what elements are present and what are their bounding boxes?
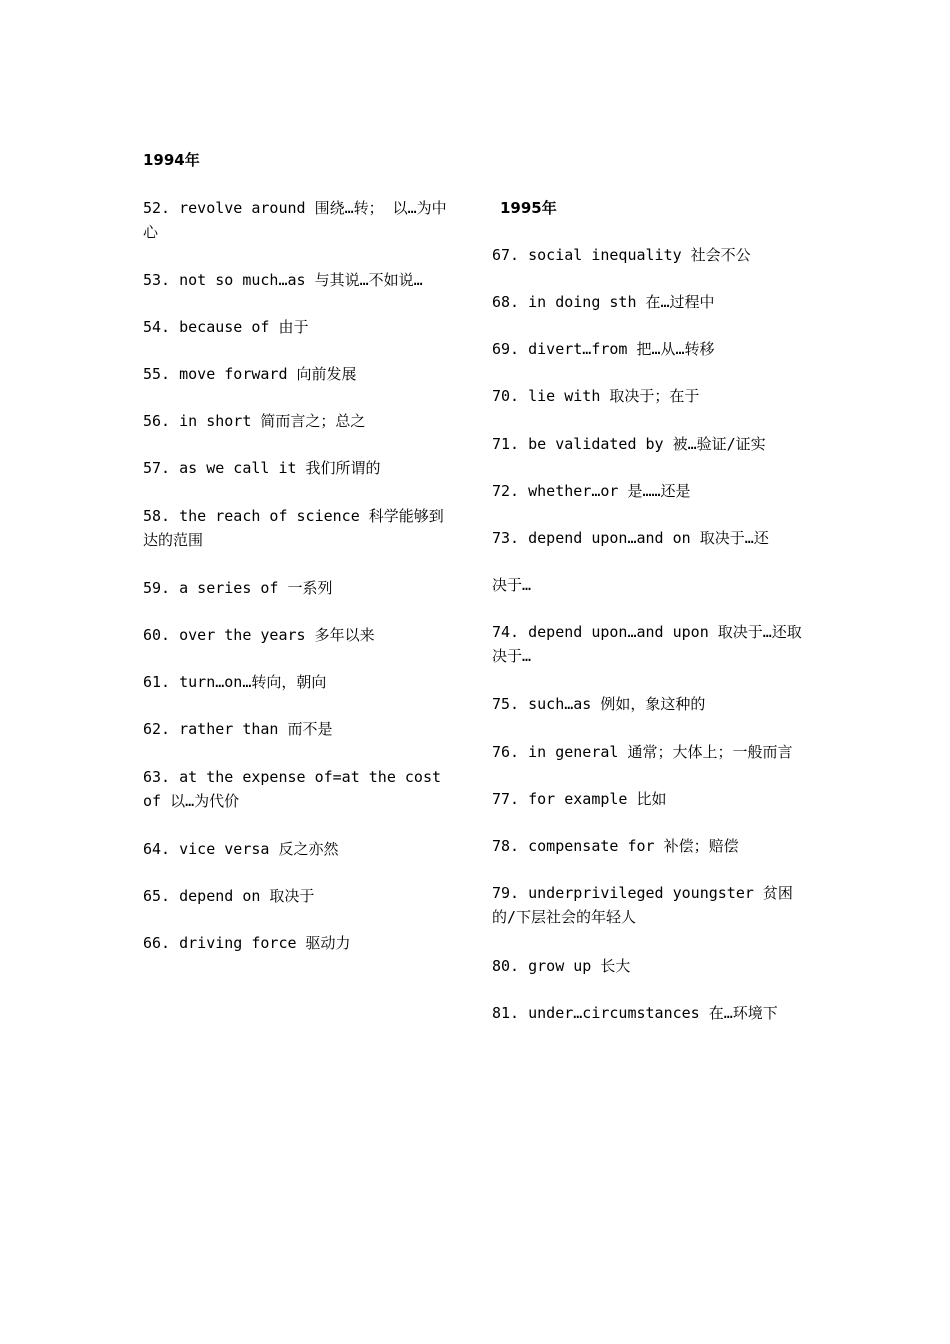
phrase-entry: 65. depend on 取决于 [143, 887, 315, 905]
phrase-entry: 68. in doing sth 在…过程中 [492, 293, 715, 311]
phrase-entry: 64. vice versa 反之亦然 [143, 840, 339, 858]
phrase-entry: 69. divert…from 把…从…转移 [492, 340, 715, 358]
phrase-entry: 75. such…as 例如，象这种的 [492, 695, 706, 713]
phrase-entry: 55. move forward 向前发展 [143, 365, 357, 383]
phrase-entry: 54. because of 由于 [143, 318, 309, 336]
phrase-entry: 76. in general 通常；大体上；一般而言 [492, 743, 793, 761]
phrase-entry: 72. whether…or 是……还是 [492, 482, 691, 500]
phrase-entry: 77. for example 比如 [492, 790, 667, 808]
phrase-entry: 78. compensate for 补偿；赔偿 [492, 837, 739, 855]
phrase-entry: 70. lie with 取决于；在于 [492, 387, 700, 405]
year-heading-1995: 1995年 [500, 199, 557, 217]
phrase-entry: 59. a series of 一系列 [143, 579, 333, 597]
phrase-entry: 73. depend upon…and on 取决于…还 [492, 529, 769, 547]
phrase-entry: 74. depend upon…and upon 取决于…还取决于… [492, 623, 802, 665]
phrase-entry: 61. turn…on…转向，朝向 [143, 673, 327, 691]
phrase-entry: 79. underprivileged youngster 贫困的/下层社会的年轻人 [492, 884, 793, 926]
phrase-entry: 53. not so much…as 与其说…不如说… [143, 271, 423, 289]
phrase-entry: 62. rather than 而不是 [143, 720, 333, 738]
phrase-entry: 81. under…circumstances 在…环境下 [492, 1004, 778, 1022]
phrase-entry: 63. at the expense of=at the cost of 以…为代价 [143, 768, 451, 810]
phrase-entry: 71. be validated by 被…验证/证实 [492, 435, 766, 453]
phrase-entry: 56. in short 简而言之；总之 [143, 412, 366, 430]
year-heading-1994: 1994年 [143, 151, 200, 169]
phrase-entry: 80. grow up 长大 [492, 957, 631, 975]
phrase-entry: 58. the reach of science 科学能够到达的范围 [143, 507, 444, 549]
phrase-entry: 52. revolve around 围绕…转； 以…为中心 [143, 199, 447, 241]
phrase-entry: 57. as we call it 我们所谓的 [143, 459, 381, 477]
phrase-entry: 67. social inequality 社会不公 [492, 246, 751, 264]
phrase-entry: 66. driving force 驱动力 [143, 934, 351, 952]
phrase-entry: 60. over the years 多年以来 [143, 626, 375, 644]
phrase-entry-continuation: 决于… [492, 576, 532, 594]
